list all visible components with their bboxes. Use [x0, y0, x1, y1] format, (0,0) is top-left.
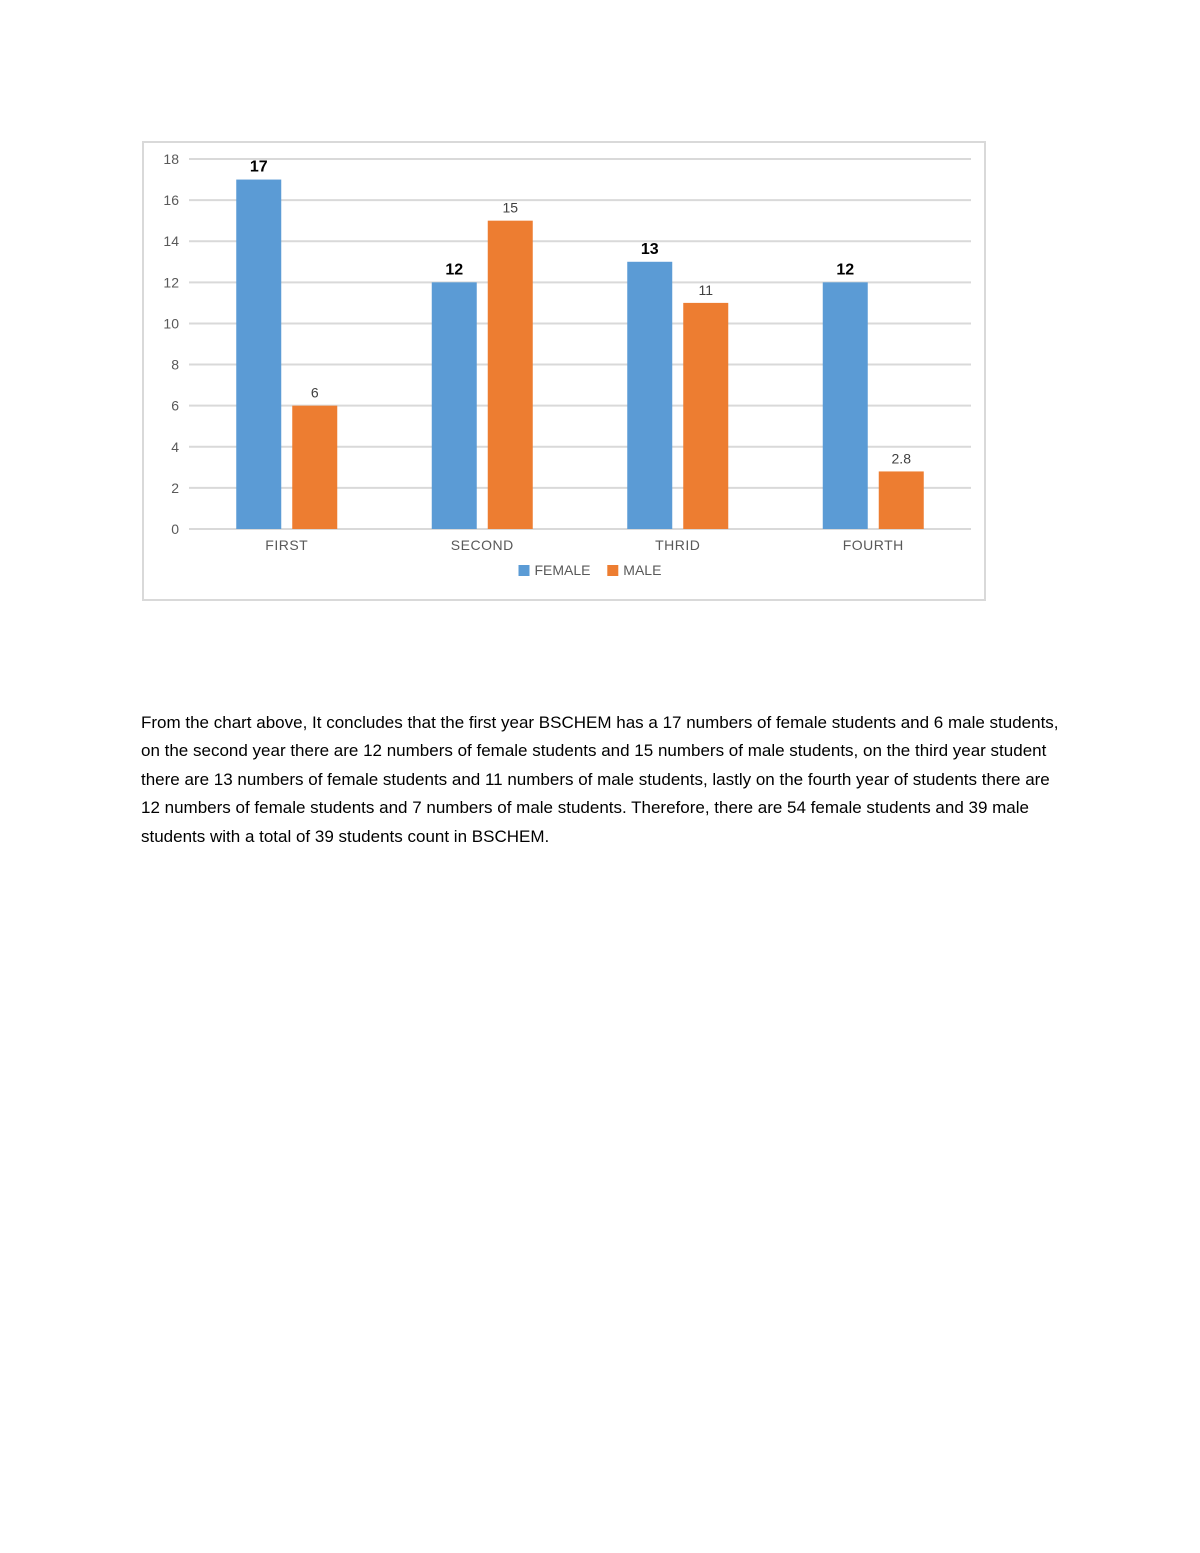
data-label: 12 [836, 261, 855, 279]
y-tick-label: 0 [171, 521, 179, 537]
bar-chart [144, 143, 984, 599]
y-tick-label: 10 [163, 315, 179, 332]
legend-swatch-female [519, 565, 530, 576]
bar-male [488, 221, 533, 529]
y-tick-label: 6 [171, 397, 179, 414]
legend-label: FEMALE [534, 562, 591, 578]
conclusion-paragraph: From the chart above, It concludes that the first year BSCHEM has a 17 numbers of female students and 6 male students, on the second year there are 12 numbers of female students and 15 numbers of male students, on the third year student there are 13 numbers of female students and 11 numbers of male students, lastly on the fourth year of students there are 12 numbers of female students and 7 numbers of male students. Therefore, there are 54 female students and 39 male students with a total of 39 students count in BSCHEM. [141, 713, 1059, 846]
bar-female [236, 180, 281, 529]
y-tick-label: 4 [171, 438, 179, 455]
x-tick-label: FIRST [265, 537, 309, 553]
data-label: 11 [698, 281, 714, 298]
y-tick-label: 16 [163, 192, 179, 209]
legend-label: MALE [623, 562, 662, 578]
y-tick-label: 12 [163, 274, 179, 291]
y-tick-label: 2 [171, 479, 179, 496]
data-label: 6 [310, 384, 319, 401]
data-label: 17 [249, 158, 268, 176]
y-tick-label: 18 [163, 151, 179, 167]
data-label: 2.8 [891, 450, 911, 467]
bar-female [627, 262, 672, 529]
bar-male [683, 303, 728, 529]
data-label: 15 [502, 199, 519, 216]
y-tick-label: 8 [171, 356, 179, 373]
x-tick-label: FOURTH [842, 537, 904, 553]
bar-female [432, 282, 477, 529]
x-tick-label: SECOND [450, 537, 514, 553]
legend-swatch-male [607, 565, 618, 576]
chart-container [142, 141, 986, 601]
data-label: 12 [445, 261, 464, 279]
bar-male [292, 406, 337, 529]
data-label: 13 [640, 240, 659, 258]
bar-male [879, 471, 924, 529]
bar-female [823, 282, 868, 529]
y-tick-label: 14 [163, 233, 179, 250]
x-tick-label: THRID [655, 537, 701, 553]
